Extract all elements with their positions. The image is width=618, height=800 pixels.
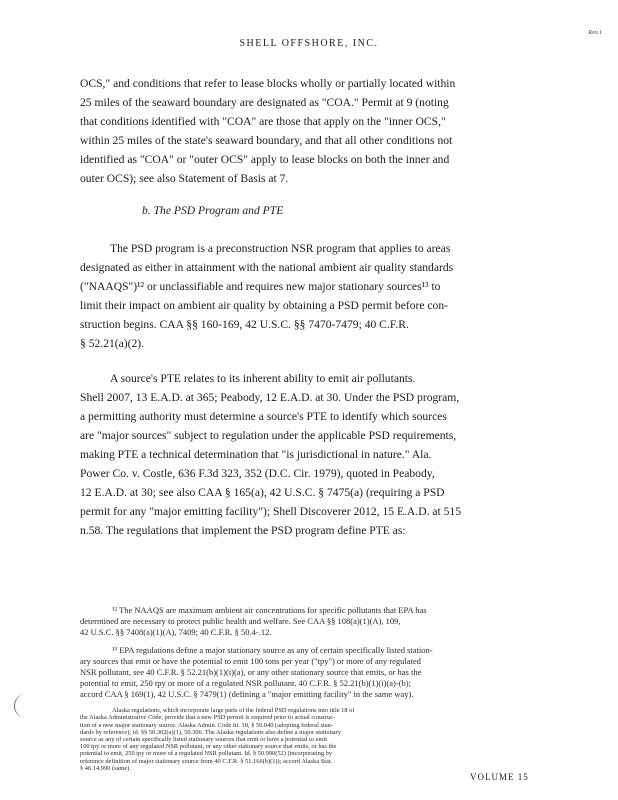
text-line: 25 miles of the seaward boundary are designated as "COA." Permit at 9 (noting	[80, 96, 449, 109]
footnote-line: 42 U.S.C. §§ 7408(a)(1)(A), 7409; 40 C.F.R. § 50.4-.12.	[80, 627, 272, 637]
text-line: a permitting authority must determine a source's PTE to identify which sources	[80, 410, 447, 423]
footnote-line: § 46.14.990 (same).	[80, 764, 131, 772]
text-line: The PSD program is a preconstruction NSR program that applies to areas	[110, 242, 451, 255]
text-line: outer OCS); see also Statement of Basis at 7.	[80, 172, 289, 185]
section-heading: b. The PSD Program and PTE	[142, 204, 284, 217]
footnote-line: reference definition of major stationary source from 40 C.F.R. § 51.166(b)(1)); accord Alaska Stat.	[80, 757, 333, 765]
text-line: Shell 2007, 13 E.A.D. at 365; Peabody, 12 E.A.D. at 30. Under the PSD program,	[80, 391, 460, 404]
volume-footer: VOLUME 15	[470, 772, 529, 782]
footnote-line: Alaska regulations, which incorporate large parts of the federal PSD regulations into title 18 of	[112, 707, 355, 715]
revision-mark: Rev.1	[588, 30, 602, 36]
text-line: n.58. The regulations that implement the PSD program define PTE as:	[80, 524, 406, 537]
text-line: 12 E.A.D. at 30; see also CAA § 165(a), 42 U.S.C. § 7475(a) (requiring a PSD	[80, 486, 445, 499]
text-line: A source's PTE relates to its inherent ability to emit air pollutants.	[110, 372, 416, 385]
footnote-line: ¹² The NAAQS are maximum ambient air concentrations for specific pollutants that EPA has	[112, 605, 427, 615]
footnote-line: determined are necessary to protect public health and welfare. See CAA §§ 108(a)(1)(A), 109,	[80, 616, 401, 626]
footnote-line: tion of a new major stationary source. Alaska Admin. Code tit. 18, § 50.040 (adopting federal stan-	[80, 721, 333, 729]
footnote-line: source as any of certain specifically listed stationary sources that emit or have a potential to emit	[80, 736, 328, 743]
running-head: SHELL OFFSHORE, INC.	[239, 38, 379, 49]
footnote-line: 100 tpy or more of any regulated NSR pollutant, or any other stationary source that emits, or has the	[80, 743, 337, 751]
footnote-line: dards by reference); id. §§ 50.302(a)(1), 50.306. The Alaska regulations also define a major stationary	[80, 728, 341, 736]
footnote-line: the Alaska Administrative Code, provide that a new PSD permit is required prior to actual construc-	[80, 714, 336, 722]
footnote-line: accord CAA § 169(1), 42 U.S.C. § 7479(1) (defining a "major emitting facility" in the same way).	[80, 689, 414, 699]
text-line: § 52.21(a)(2).	[80, 337, 145, 350]
text-line: designated as either in attainment with the national ambient air quality standards	[80, 261, 454, 274]
text-line: Power Co. v. Costle, 636 F.3d 323, 352 (D.C. Cir. 1979), quoted in Peabody,	[80, 467, 435, 480]
text-line: ("NAAQS")¹² or unclassifiable and requires new major stationary sources¹³ to	[80, 280, 441, 293]
footnote-line: NSR pollutant, see 40 C.F.R. § 52.21(b)(1)(i)(a), or any other stationary source that emits, or has the	[80, 667, 422, 677]
text-line: identified as "COA" or "outer OCS" apply to lease blocks on both the inner and	[80, 153, 450, 166]
footnote-line: potential to emit, 250 tpy or more of a regulated NSR pollutant. Id. § 50.990(52) (incorporating by	[80, 750, 333, 758]
text-line: OCS," and conditions that refer to lease blocks wholly or partially located within	[80, 77, 456, 90]
text-line: struction begins. CAA §§ 160-169, 42 U.S.C. §§ 7470-7479; 40 C.F.R.	[80, 318, 409, 331]
margin-bracket-icon	[14, 694, 33, 718]
text-line: within 25 miles of the state's seaward boundary, and that all other conditions not	[80, 134, 453, 147]
footnote-line: potential to emit, 250 tpy or more of a regulated NSR pollutant. 40 C.F.R. § 52.21(b)(1)(i)(a)-(b);	[80, 678, 411, 688]
text-line: limit their impact on ambient air quality by obtaining a PSD permit before con-	[80, 299, 449, 312]
text-line: permit for any "major emitting facility"); Shell Discoverer 2012, 15 E.A.D. at 515	[80, 505, 462, 518]
text-line: making PTE a technical determination that "is jurisdictional in nature." Ala.	[80, 448, 432, 461]
text-line: are "major sources" subject to regulation under the applicable PSD requirements,	[80, 429, 457, 442]
footnote-line: ¹³ EPA regulations define a major stationary source as any of certain specifically listed station-	[112, 645, 433, 655]
footnote-line: ary sources that emit or have the potential to emit 100 tons per year ("tpy") or more of any regulated	[80, 656, 421, 666]
text-line: that conditions identified with "COA" are those that apply on the "inner OCS,"	[80, 115, 446, 128]
